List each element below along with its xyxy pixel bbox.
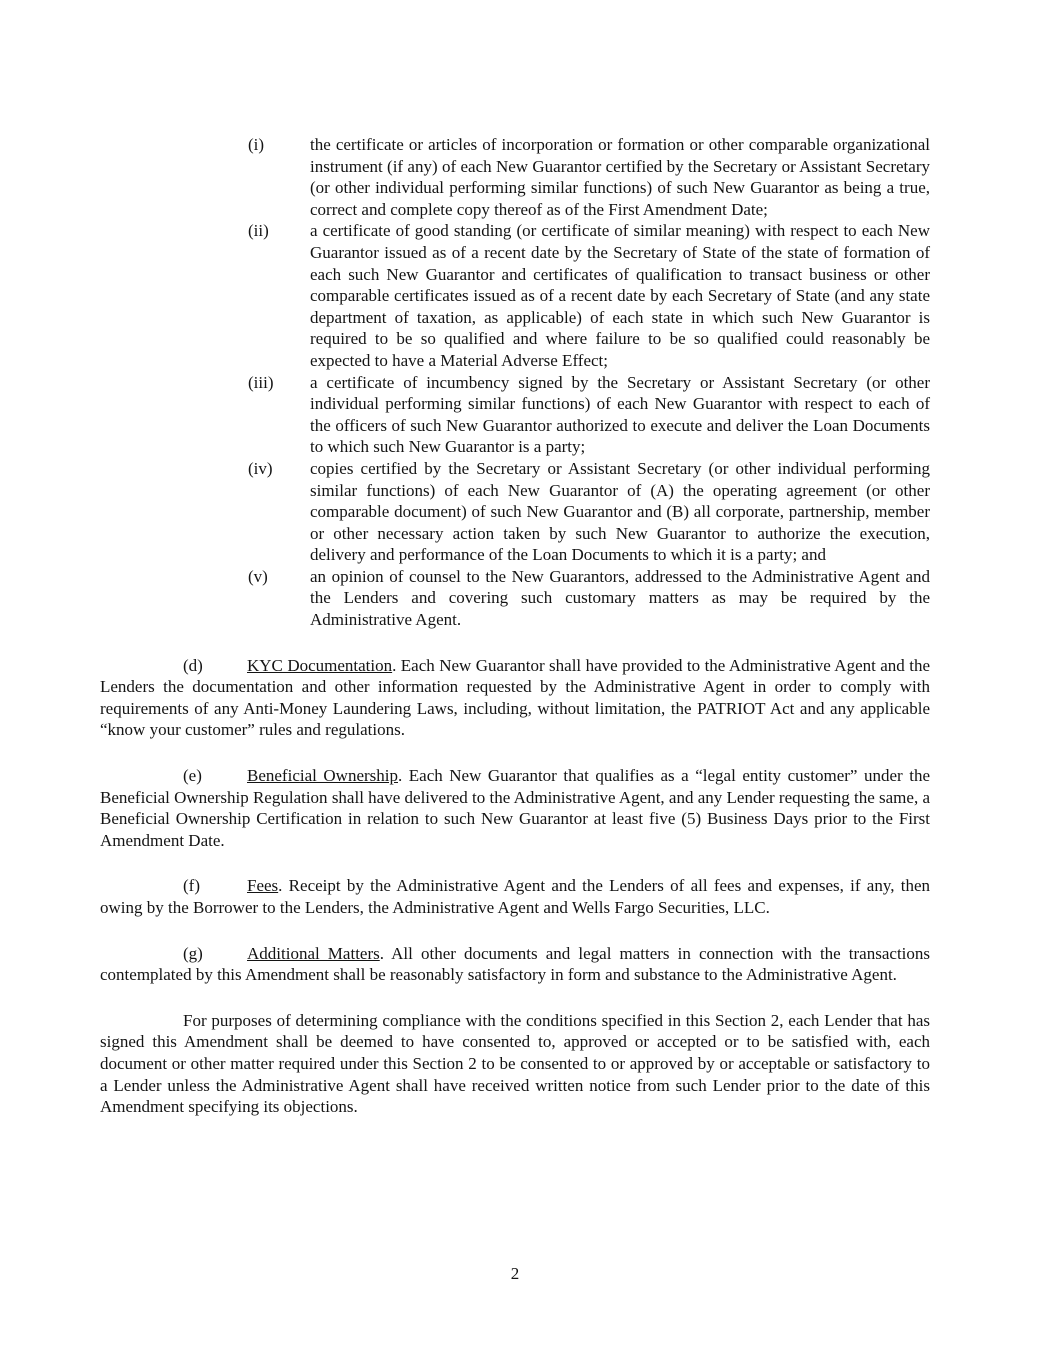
paragraph-heading: KYC Documentation	[247, 655, 393, 675]
list-item-marker: (iii)	[248, 372, 274, 392]
list-item-i	[248, 134, 930, 220]
paragraph-additional-matters	[100, 943, 930, 986]
paragraph-body: . Each New Guarantor shall have provided to the Administrative Agent and the Lenders the documentation and other information requested by the Administrative Agent in order to comply with requirements of any Anti-Money Laundering Laws, including, without limitation, the PATRIOT Act and any applicable “know your customer” rules and regulations.	[100, 655, 930, 740]
paragraph-body: . Receipt by the Administrative Agent and the Lenders of all fees and expenses, if any, then owing by the Borrower to the Lenders, the Administrative Agent and Wells Fargo Securities, LLC.	[100, 876, 930, 917]
list-item-marker: (i)	[248, 135, 265, 154]
paragraph-marker: (f)	[183, 876, 200, 896]
list-item-text: a certificate of good standing (or certificate of similar meaning) with respect to each New Guarantor issued as of a recent date by the Secretary of State of the state of formation of each such New Guarantor and certificates of qualification to transact business or other comparable certificates issued as of a recent date by each Secretary of State (and any state department of taxation, as applicable) of each state in which such New Guarantor is required to be so qualified and where failure to be so qualified could reasonably be expected to have a Material Adverse Effect;	[310, 221, 930, 370]
paragraph-body: . Each New Guarantor that qualifies as a “legal entity customer” under the Beneficial Ownership Regulation shall have delivered to the Administrative Agent, and any Lender requesting the same, a Beneficial Ownership Certification in relation to such New Guarantor at least five (5) Business Days prior to the First Amendment Date.	[100, 766, 930, 850]
list-item-iv	[248, 458, 930, 566]
list-item-ii	[248, 220, 930, 371]
paragraph-body: . All other documents and legal matters in connection with the transactions contemplated by this Amendment shall be reasonably satisfactory in form and substance to the Administrative Agent.	[100, 943, 930, 985]
paragraph-kyc-documentation	[100, 655, 930, 741]
conditions-list	[100, 134, 930, 631]
list-item-marker: (iv)	[248, 458, 273, 478]
list-item-marker: (v)	[248, 566, 268, 586]
document-content	[100, 134, 930, 1118]
paragraph-beneficial-ownership	[100, 765, 930, 851]
paragraph-fees	[100, 875, 930, 918]
paragraph-heading: Additional Matters	[247, 943, 380, 963]
page-number: 2	[510, 1264, 520, 1283]
list-item-marker: (ii)	[248, 221, 269, 241]
paragraph-heading: Beneficial Ownership	[247, 766, 398, 786]
paragraph-heading: Fees	[247, 876, 279, 896]
list-item-text: copies certified by the Secretary or Assistant Secretary (or other individual performing similar functions) of each New Guarantor of (A) the operating agreement (or other comparable document) of such New Guarantor and (B) all corporate, partnership, member or other necessary action taken by such New Guarantor to authorize the execution, delivery and performance of the Loan Documents to which it is a party; and	[310, 458, 930, 565]
list-item-text: the certificate or articles of incorporation or formation or other comparable organizational instrument (if any) of each New Guarantor certified by the Secretary or Assistant Secretary (or other individual performing similar functions) of such New Guarantor as being a true, correct and complete copy thereof as of the First Amendment Date;	[310, 135, 930, 219]
paragraph-marker: (d)	[183, 655, 203, 675]
paragraph-marker: (g)	[183, 943, 203, 963]
list-item-iii	[248, 372, 930, 458]
list-item-text: an opinion of counsel to the New Guarantors, addressed to the Administrative Agent and the Lenders and covering such customary matters as may be required by the Administrative Agent.	[310, 566, 930, 630]
list-item-v	[248, 566, 930, 631]
paragraph-marker: (e)	[183, 766, 202, 786]
list-item-text: a certificate of incumbency signed by the Secretary or Assistant Secretary (or other individual performing similar functions) of each New Guarantor with respect to each of the officers of such New Guarantor authorized to execute and deliver the Loan Documents to which such New Guarantor is a party;	[310, 372, 930, 457]
closing-paragraph: For purposes of determining compliance with the conditions specified in this Section 2, each Lender that has signed this Amendment shall be deemed to have consented to, approved or accepted or to be satisfied with, each document or other matter required under this Section 2 to be consented to or approved by or acceptable or satisfactory to a Lender unless the Administrative Agent shall have received written notice from such Lender prior to the date of this Amendment specifying its objections.	[100, 1010, 930, 1117]
